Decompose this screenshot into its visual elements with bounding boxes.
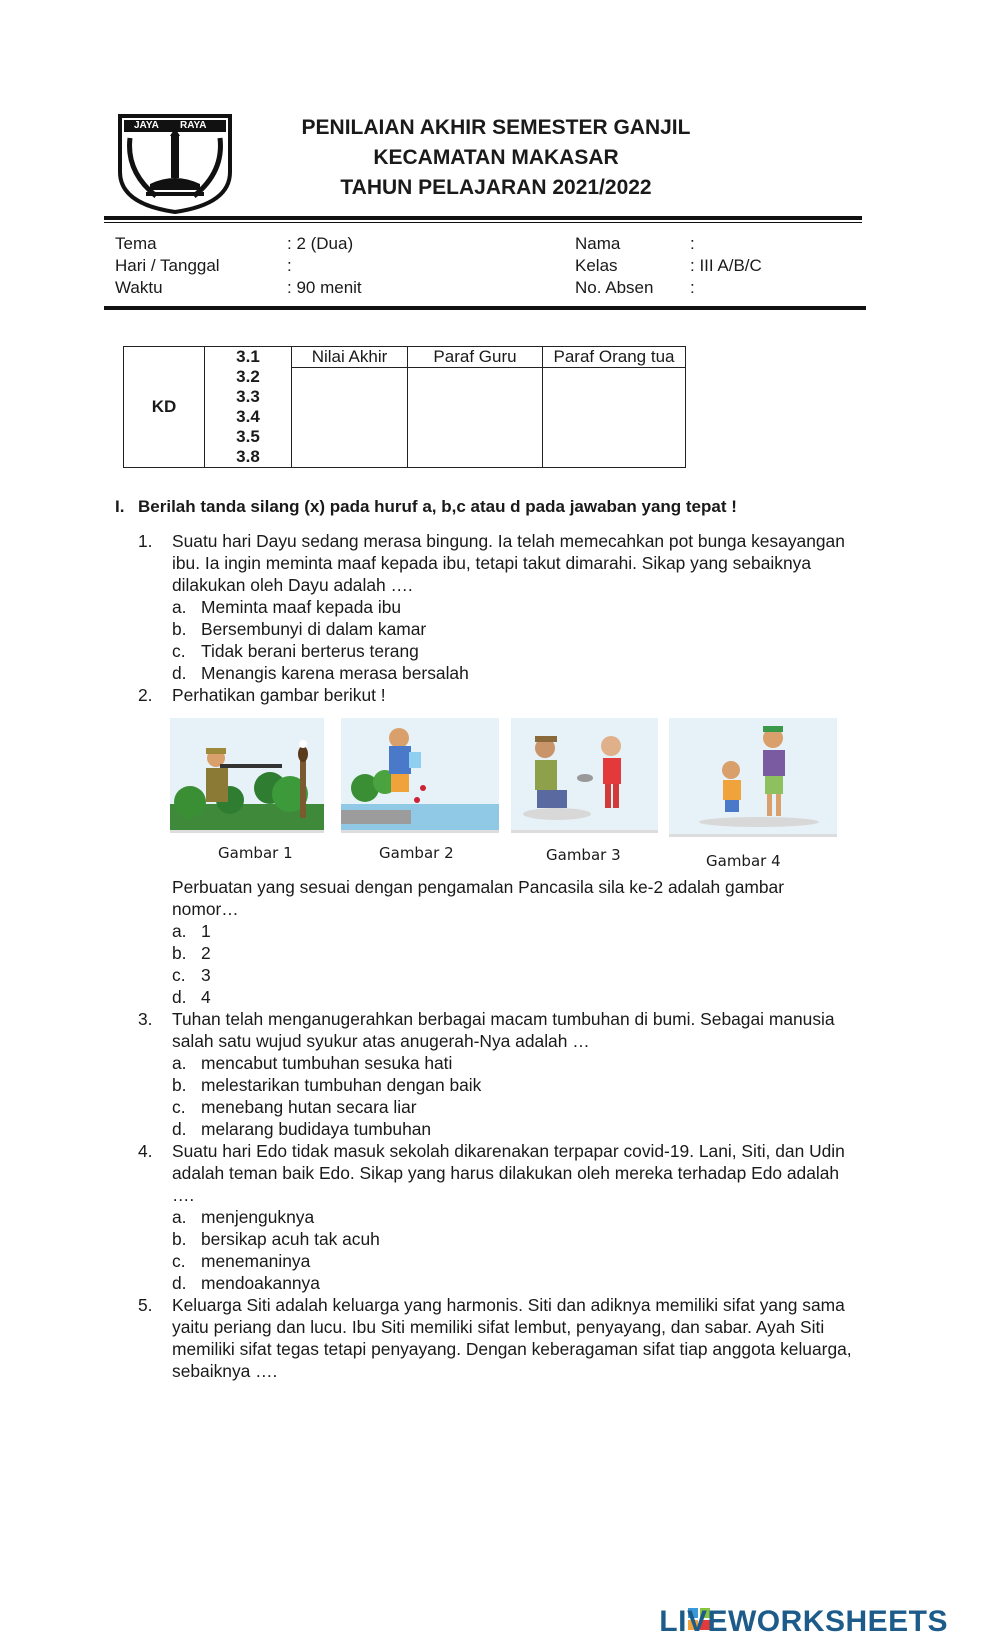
illustration-hunter	[170, 718, 324, 833]
tema-value: : 2 (Dua)	[287, 234, 354, 253]
kd-code: 3.4	[236, 407, 260, 426]
kd-code: 3.8	[236, 447, 260, 466]
q1-option-a[interactable]: Meminta maaf kepada ibu	[201, 597, 402, 617]
q4-text: adalah teman baik Edo. Sikap yang harus dilakukan oleh mereka terhadap Edo adalah	[172, 1163, 840, 1183]
q3-option-a[interactable]: mencabut tumbuhan sesuka hati	[201, 1053, 453, 1073]
exam-title-line2: KECAMATAN MAKASAR	[373, 146, 619, 169]
q2-option-b[interactable]: 2	[201, 943, 211, 963]
section-instruction: Berilah tanda silang (x) pada huruf a, b,c atau d pada jawaban yang tepat !	[138, 497, 737, 516]
caption-gambar-3: Gambar 3	[546, 846, 621, 864]
q1-option-a-letter[interactable]: a.	[172, 597, 187, 617]
q3-text: Tuhan telah menganugerahkan berbagai macam tumbuhan di bumi. Sebagai manusia	[172, 1009, 835, 1029]
logo-text-left: JAYA	[134, 120, 159, 131]
kelas-value: : III A/B/C	[690, 256, 762, 275]
kelas-label: Kelas	[575, 256, 618, 275]
q1-text: dilakukan oleh Dayu adalah ….	[172, 575, 413, 595]
kd-codes-cell	[205, 347, 292, 468]
paraf-ortu-cell[interactable]	[543, 368, 686, 468]
q3-option-a-letter[interactable]: a.	[172, 1053, 187, 1073]
q3-option-d-letter[interactable]: d.	[172, 1119, 187, 1139]
q2-option-d-letter[interactable]: d.	[172, 987, 187, 1007]
q4-text: ….	[172, 1185, 195, 1205]
nama-value[interactable]: :	[690, 234, 695, 253]
liveworksheets-watermark[interactable]: LIVEWORKSHEETS	[659, 1605, 948, 1638]
q1-text: Suatu hari Dayu sedang merasa bingung. Ia telah memecahkan pot bunga kesayangan	[172, 531, 845, 551]
q3-option-c-letter[interactable]: c.	[172, 1097, 186, 1117]
kd-code: 3.1	[236, 347, 260, 366]
q2-text: nomor…	[172, 899, 239, 919]
q1-number: 1.	[138, 531, 153, 551]
q4-option-d-letter[interactable]: d.	[172, 1273, 187, 1293]
q2-text: Perhatikan gambar berikut !	[172, 685, 386, 705]
illustration-helping-elder	[511, 718, 658, 833]
q4-option-b-letter[interactable]: b.	[172, 1229, 187, 1249]
nama-label: Nama	[575, 234, 621, 253]
nilai-akhir-header: Nilai Akhir	[292, 347, 408, 368]
q2-option-a-letter[interactable]: a.	[172, 921, 187, 941]
kd-score-table	[123, 346, 686, 468]
waktu-label: Waktu	[115, 278, 163, 297]
kd-code: 3.5	[236, 427, 260, 446]
hari-value[interactable]: :	[287, 256, 292, 275]
waktu-value: : 90 menit	[287, 278, 362, 297]
q5-text: memiliki sifat tegas tetapi penyayang. Dengan keberagaman sifat tiap anggota keluarga,	[172, 1339, 852, 1359]
q2-text: Perbuatan yang sesuai dengan pengamalan Pancasila sila ke-2 adalah gambar	[172, 877, 784, 897]
kd-code: 3.2	[236, 367, 260, 386]
exam-title-line3: TAHUN PELAJARAN 2021/2022	[340, 176, 652, 199]
illustration-flower-pot	[341, 718, 499, 833]
q5-text: sebaiknya ….	[172, 1361, 278, 1381]
q2-number: 2.	[138, 685, 153, 705]
q5-text: yaitu periang dan lucu. Ibu Siti memiliki sifat lembut, penyayang, dan sabar. Ayah Siti	[172, 1317, 825, 1337]
q1-option-b[interactable]: Bersembunyi di dalam kamar	[201, 619, 427, 639]
q1-option-b-letter[interactable]: b.	[172, 619, 187, 639]
caption-gambar-4: Gambar 4	[706, 852, 781, 870]
absen-value[interactable]: :	[690, 278, 695, 297]
q3-option-b[interactable]: melestarikan tumbuhan dengan baik	[201, 1075, 482, 1095]
exam-title-line1: PENILAIAN AKHIR SEMESTER GANJIL	[301, 116, 691, 139]
absen-label: No. Absen	[575, 278, 654, 297]
q2-option-c[interactable]: 3	[201, 965, 211, 985]
header-divider	[104, 216, 862, 220]
hari-label: Hari / Tanggal	[115, 256, 220, 275]
q4-option-c[interactable]: menemaninya	[201, 1251, 311, 1271]
school-logo	[116, 112, 234, 215]
tema-label: Tema	[115, 234, 157, 253]
q4-text: Suatu hari Edo tidak masuk sekolah dikarenakan terpapar covid-19. Lani, Siti, dan Udin	[172, 1141, 845, 1161]
q3-text: salah satu wujud syukur atas anugerah-Nya adalah …	[172, 1031, 590, 1051]
paraf-guru-cell[interactable]	[408, 368, 543, 468]
q3-option-d[interactable]: melarang budidaya tumbuhan	[201, 1119, 432, 1139]
q5-number: 5.	[138, 1295, 153, 1315]
paraf-guru-header: Paraf Guru	[408, 347, 543, 368]
q3-option-c[interactable]: menebang hutan secara liar	[201, 1097, 417, 1117]
section-number: I.	[115, 497, 125, 516]
paraf-ortu-header: Paraf Orang tua	[543, 347, 686, 368]
kd-code: 3.3	[236, 387, 260, 406]
q3-number: 3.	[138, 1009, 153, 1029]
q1-option-d[interactable]: Menangis karena merasa bersalah	[201, 663, 469, 683]
q4-option-a[interactable]: menjenguknya	[201, 1207, 315, 1227]
q4-option-b[interactable]: bersikap acuh tak acuh	[201, 1229, 380, 1249]
q4-option-d[interactable]: mendoakannya	[201, 1273, 320, 1293]
q2-option-d[interactable]: 4	[201, 987, 211, 1007]
logo-text-right: RAYA	[180, 120, 207, 131]
q1-option-c-letter[interactable]: c.	[172, 641, 186, 661]
info-divider	[104, 306, 866, 310]
q5-text: Keluarga Siti adalah keluarga yang harmonis. Siti dan adiknya memiliki sifat yang sama	[172, 1295, 845, 1315]
caption-gambar-1: Gambar 1	[218, 844, 293, 862]
caption-gambar-2: Gambar 2	[379, 844, 454, 862]
q2-option-c-letter[interactable]: c.	[172, 965, 186, 985]
illustration-fighting-kids	[669, 718, 837, 837]
q4-option-a-letter[interactable]: a.	[172, 1207, 187, 1227]
q2-option-b-letter[interactable]: b.	[172, 943, 187, 963]
q1-option-d-letter[interactable]: d.	[172, 663, 187, 683]
q4-number: 4.	[138, 1141, 153, 1161]
q4-option-c-letter[interactable]: c.	[172, 1251, 186, 1271]
nilai-akhir-cell[interactable]	[292, 368, 408, 468]
q1-text: ibu. Ia ingin meminta maaf kepada ibu, tetapi takut dimarahi. Sikap yang sebaiknya	[172, 553, 811, 573]
q2-option-a[interactable]: 1	[201, 921, 211, 941]
q3-option-b-letter[interactable]: b.	[172, 1075, 187, 1095]
q1-option-c[interactable]: Tidak berani berterus terang	[201, 641, 419, 661]
kd-label: KD	[151, 397, 177, 416]
header-divider-thin	[104, 222, 862, 223]
kd-label-cell	[124, 347, 205, 468]
